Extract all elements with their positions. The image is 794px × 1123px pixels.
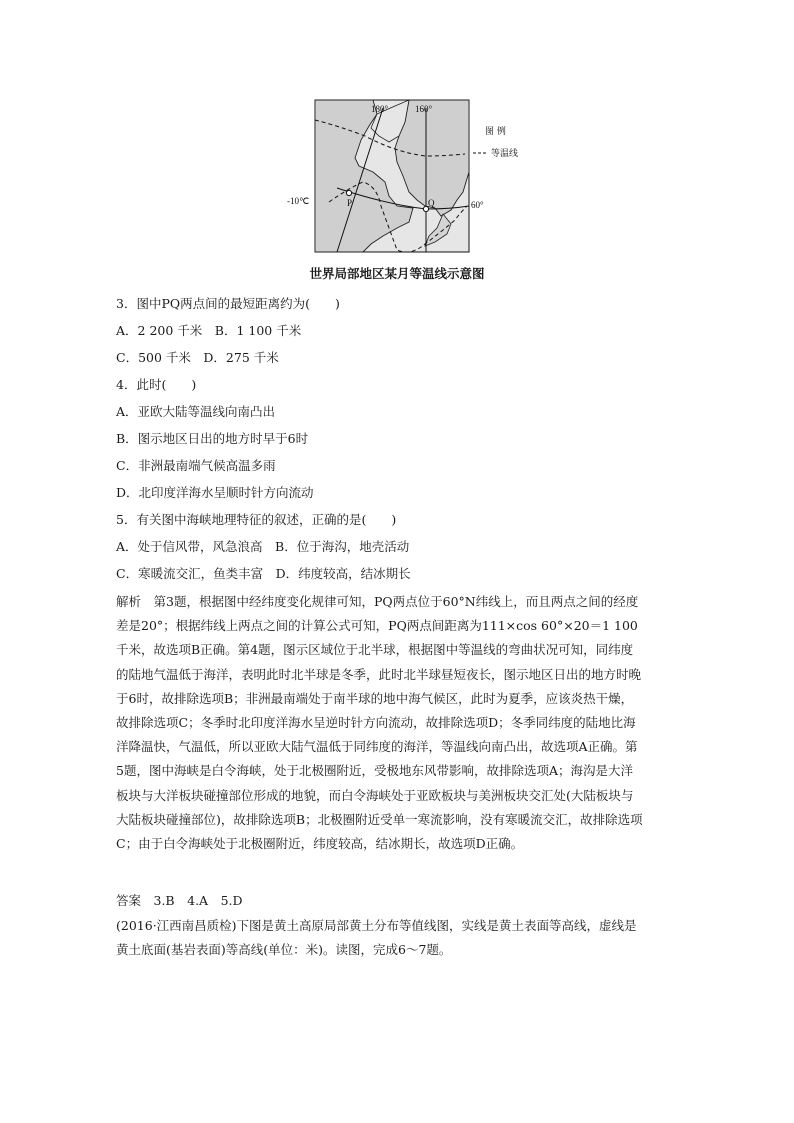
- analysis-line: 板块与大洋板块碰撞部位形成的地貌，而白令海峡处于亚欧板块与美洲板块交汇处(大陆板块与: [116, 787, 634, 803]
- analysis-line: 解析 第3题，根据图中经纬度变化规律可知，PQ两点位于60°N纬线上，而且两点之间的经度: [116, 594, 639, 609]
- question-4-option-a: A．亚欧大陆等温线向南凸出: [116, 404, 276, 419]
- label-60: 60°: [471, 200, 484, 210]
- analysis-line: 大陆板块碰撞部位)，故排除选项B；北极圈附近受单一寒流影响，没有寒暖流交汇，故排除选项: [116, 811, 643, 827]
- label-minus10: -10℃: [287, 196, 310, 206]
- question-5-options-ab: A．处于信风带，风急浪高 B．位于海沟，地壳活动: [116, 539, 410, 554]
- answer-line: 答案 3.B 4.A 5.D: [116, 893, 243, 908]
- question-4-option-c: C．非洲最南端气候高温多雨: [116, 458, 276, 473]
- question-5-stem: 5．有关图中海峡地理特征的叙述，正确的是( ): [116, 512, 397, 527]
- analysis-line: 故排除选项C；冬季时北印度洋海水呈逆时针方向流动，故排除选项D；冬季同纬度的陆地比海: [116, 714, 636, 730]
- question-3-stem: 3．图中PQ两点间的最短距离约为( ): [116, 296, 340, 311]
- question-3-options-ab: A．2 200 千米 B．1 100 千米: [116, 323, 302, 338]
- intro-paragraph: [116, 914, 706, 962]
- question-5-options-cd: C．寒暖流交汇，鱼类丰富 D．纬度较高，结冰期长: [116, 566, 411, 581]
- label-q: Q: [428, 198, 435, 208]
- question-4-option-d: D．北印度洋海水呈顺时针方向流动: [116, 485, 314, 500]
- analysis-line: 洋降温快，气温低，所以亚欧大陆气温低于同纬度的海洋，等温线向南凸出，故选项A正确。第: [116, 739, 638, 755]
- question-3-options-cd: C．500 千米 D．275 千米: [116, 350, 279, 365]
- analysis-paragraph: [116, 590, 706, 856]
- analysis-line: 千米，故选项B正确。第4题，图示区域位于北半球，根据图中等温线的弯曲状况可知，同纬度: [116, 642, 634, 658]
- question-4-option-b: B．图示地区日出的地方时早于6时: [116, 431, 309, 446]
- legend-title: 图 例: [485, 127, 506, 137]
- question-4-stem: 4．此时( ): [116, 377, 197, 392]
- isotherm-map-figure: [285, 96, 545, 258]
- intro-line: (2016·江西南昌质检)下图是黄土高原局部黄土分布等值线图，实线是黄土表面等高线，虚线是: [116, 918, 637, 933]
- analysis-line: 于6时，故排除选项B；非洲最南端处于南半球的地中海气候区，此时为夏季，应该炎热干燥，: [116, 690, 634, 706]
- label-180: 180°: [371, 104, 389, 114]
- analysis-line: C；由于白令海峡处于北极圈附近，纬度较高，结冰期长，故选项D正确。: [116, 835, 524, 851]
- analysis-line: 差是20°；根据纬线上两点之间的计算公式可知，PQ两点间距离为111×cos 60°×20＝1 100: [116, 618, 638, 634]
- point-p-marker: [346, 190, 351, 195]
- label-160: 160°: [415, 104, 433, 114]
- label-p: P: [347, 198, 353, 208]
- analysis-line: 5题，图中海峡是白令海峡，处于北极圈附近，受极地东风带影响，故排除选项A；海沟是大洋: [116, 763, 633, 779]
- analysis-line: 的陆地气温低于海洋，表明此时北半球是冬季，此时北半球昼短夜长，图示地区日出的地方时晚: [116, 666, 642, 682]
- isotherm-map: [285, 96, 545, 258]
- figure-caption: 世界局部地区某月等温线示意图: [309, 266, 485, 281]
- legend-isotherm: 等温线: [491, 149, 519, 159]
- intro-line: 黄土底面(基岩表面)等高线(单位：米)。读图，完成6～7题。: [116, 942, 452, 958]
